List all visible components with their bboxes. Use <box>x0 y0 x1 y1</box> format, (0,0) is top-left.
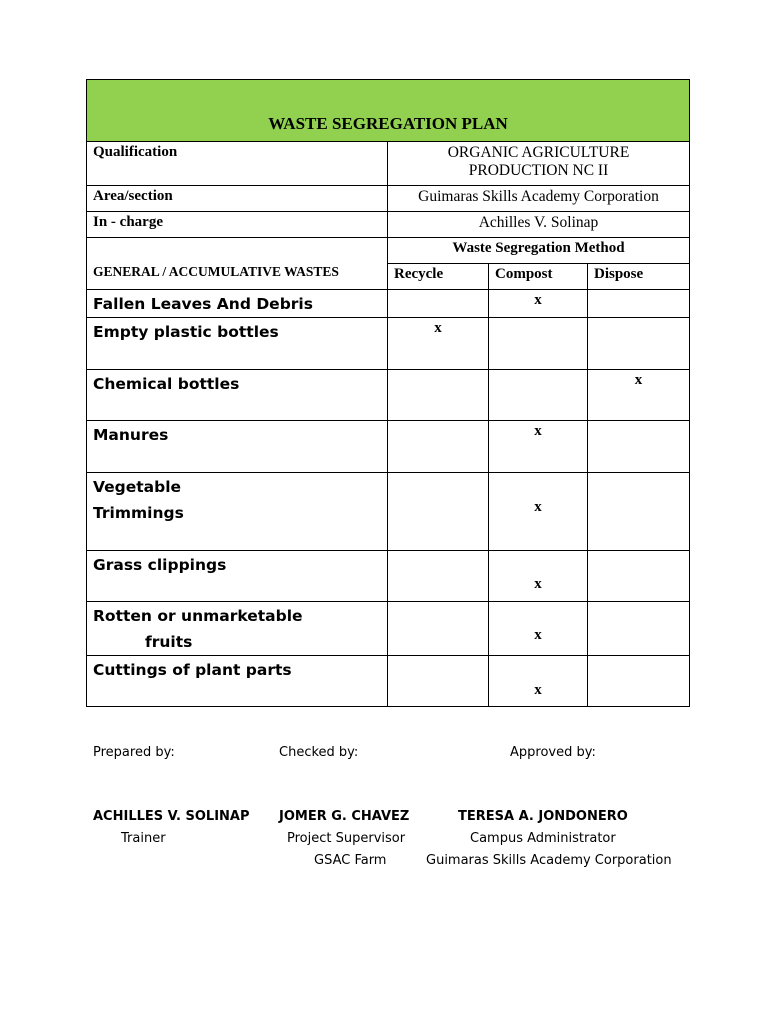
dispose-mark <box>588 602 689 627</box>
waste-item-line: Rotten or unmarketable <box>93 607 303 625</box>
recycle-cell <box>388 602 489 656</box>
table-row <box>87 656 690 707</box>
waste-item-line: Grass clippings <box>93 556 227 574</box>
in-charge-value: Achilles V. Solinap <box>388 212 690 238</box>
dispose-mark <box>588 421 689 423</box>
waste-item <box>87 551 388 602</box>
waste-item <box>87 421 388 473</box>
dispose-cell <box>588 656 690 707</box>
qualification-line-2: PRODUCTION NC II <box>468 162 609 179</box>
recycle-mark <box>388 473 488 499</box>
compost-mark: x <box>534 423 542 439</box>
recycle-mark <box>388 602 488 627</box>
recycle-mark: x <box>434 320 442 336</box>
compost-cell <box>489 370 588 421</box>
recycle-mark <box>388 656 488 682</box>
dispose-cell <box>588 602 690 656</box>
recycle-mark <box>388 290 488 292</box>
dispose-mark <box>588 551 689 576</box>
table-row <box>87 290 690 318</box>
compost-cell <box>489 318 588 370</box>
table-row <box>87 370 690 421</box>
method-header: Waste Segregation Method <box>388 238 690 264</box>
waste-item-line: Trimmings <box>93 504 184 522</box>
approved-by-org: Guimaras Skills Academy Corporation <box>426 853 672 868</box>
waste-item-line: Fallen Leaves And Debris <box>93 295 313 313</box>
waste-item-line: fruits <box>145 633 193 651</box>
compost-mark: x <box>534 627 542 643</box>
compost-cell <box>489 473 588 551</box>
compost-mark <box>489 370 587 372</box>
compost-cell <box>489 656 588 707</box>
compost-mark: x <box>534 576 542 592</box>
recycle-cell <box>388 290 489 318</box>
recycle-cell <box>388 370 489 421</box>
dispose-cell <box>588 421 690 473</box>
area-section-label: Area/section <box>87 186 388 212</box>
waste-item-line: Cuttings of plant parts <box>93 661 292 679</box>
column-header-compost: Compost <box>489 264 588 290</box>
table-row <box>87 421 690 473</box>
waste-item-line: Empty plastic bottles <box>93 323 279 341</box>
qualification-line-1: ORGANIC AGRICULTURE <box>447 144 630 161</box>
waste-item <box>87 656 388 707</box>
checked-by-role: Project Supervisor <box>287 831 406 846</box>
dispose-cell <box>588 473 690 551</box>
waste-item-line: Manures <box>93 426 169 444</box>
dispose-cell <box>588 318 690 370</box>
waste-item <box>87 370 388 421</box>
approved-by-name: TERESA A. JONDONERO <box>458 809 628 824</box>
waste-segregation-table <box>86 79 690 707</box>
recycle-cell <box>388 318 489 370</box>
dispose-mark <box>588 656 689 682</box>
checked-by-label: Checked by: <box>279 745 359 760</box>
waste-item <box>87 473 388 551</box>
waste-item <box>87 318 388 370</box>
in-charge-label: In - charge <box>87 212 388 238</box>
recycle-cell <box>388 551 489 602</box>
approved-by-role: Campus Administrator <box>470 831 616 846</box>
recycle-cell <box>388 473 489 551</box>
approved-by-label: Approved by: <box>510 745 596 760</box>
recycle-mark <box>388 421 488 423</box>
checked-by-org: GSAC Farm <box>314 853 387 868</box>
recycle-mark <box>388 551 488 576</box>
table-title: WASTE SEGREGATION PLAN <box>87 80 690 142</box>
waste-item <box>87 602 388 656</box>
compost-cell <box>489 290 588 318</box>
dispose-mark: x <box>634 372 643 388</box>
general-wastes-label: GENERAL / ACCUMULATIVE WASTES <box>87 238 388 290</box>
dispose-cell <box>588 370 690 421</box>
dispose-cell <box>588 551 690 602</box>
compost-cell <box>489 421 588 473</box>
dispose-mark <box>588 473 689 499</box>
recycle-cell <box>388 421 489 473</box>
dispose-mark <box>588 290 689 292</box>
qualification-value <box>388 142 690 186</box>
column-header-dispose: Dispose <box>588 264 690 290</box>
waste-item-line: Chemical bottles <box>93 375 240 393</box>
area-section-value: Guimaras Skills Academy Corporation <box>388 186 690 212</box>
table-row <box>87 602 690 656</box>
prepared-by-label: Prepared by: <box>93 745 175 760</box>
checked-by-name: JOMER G. CHAVEZ <box>279 809 410 824</box>
compost-cell <box>489 551 588 602</box>
waste-item <box>87 290 388 318</box>
recycle-cell <box>388 656 489 707</box>
compost-mark: x <box>534 292 542 308</box>
prepared-by-name: ACHILLES V. SOLINAP <box>93 809 250 824</box>
dispose-cell <box>588 290 690 318</box>
table-row <box>87 551 690 602</box>
prepared-by-role: Trainer <box>121 831 166 846</box>
dispose-mark <box>588 318 689 320</box>
compost-mark: x <box>534 499 542 515</box>
table-row <box>87 318 690 370</box>
compost-mark: x <box>534 682 542 698</box>
recycle-mark <box>388 370 488 372</box>
compost-cell <box>489 602 588 656</box>
column-header-recycle: Recycle <box>388 264 489 290</box>
table-row <box>87 473 690 551</box>
qualification-label: Qualification <box>87 142 388 186</box>
compost-mark <box>489 318 587 320</box>
waste-item-line: Vegetable <box>93 478 182 496</box>
